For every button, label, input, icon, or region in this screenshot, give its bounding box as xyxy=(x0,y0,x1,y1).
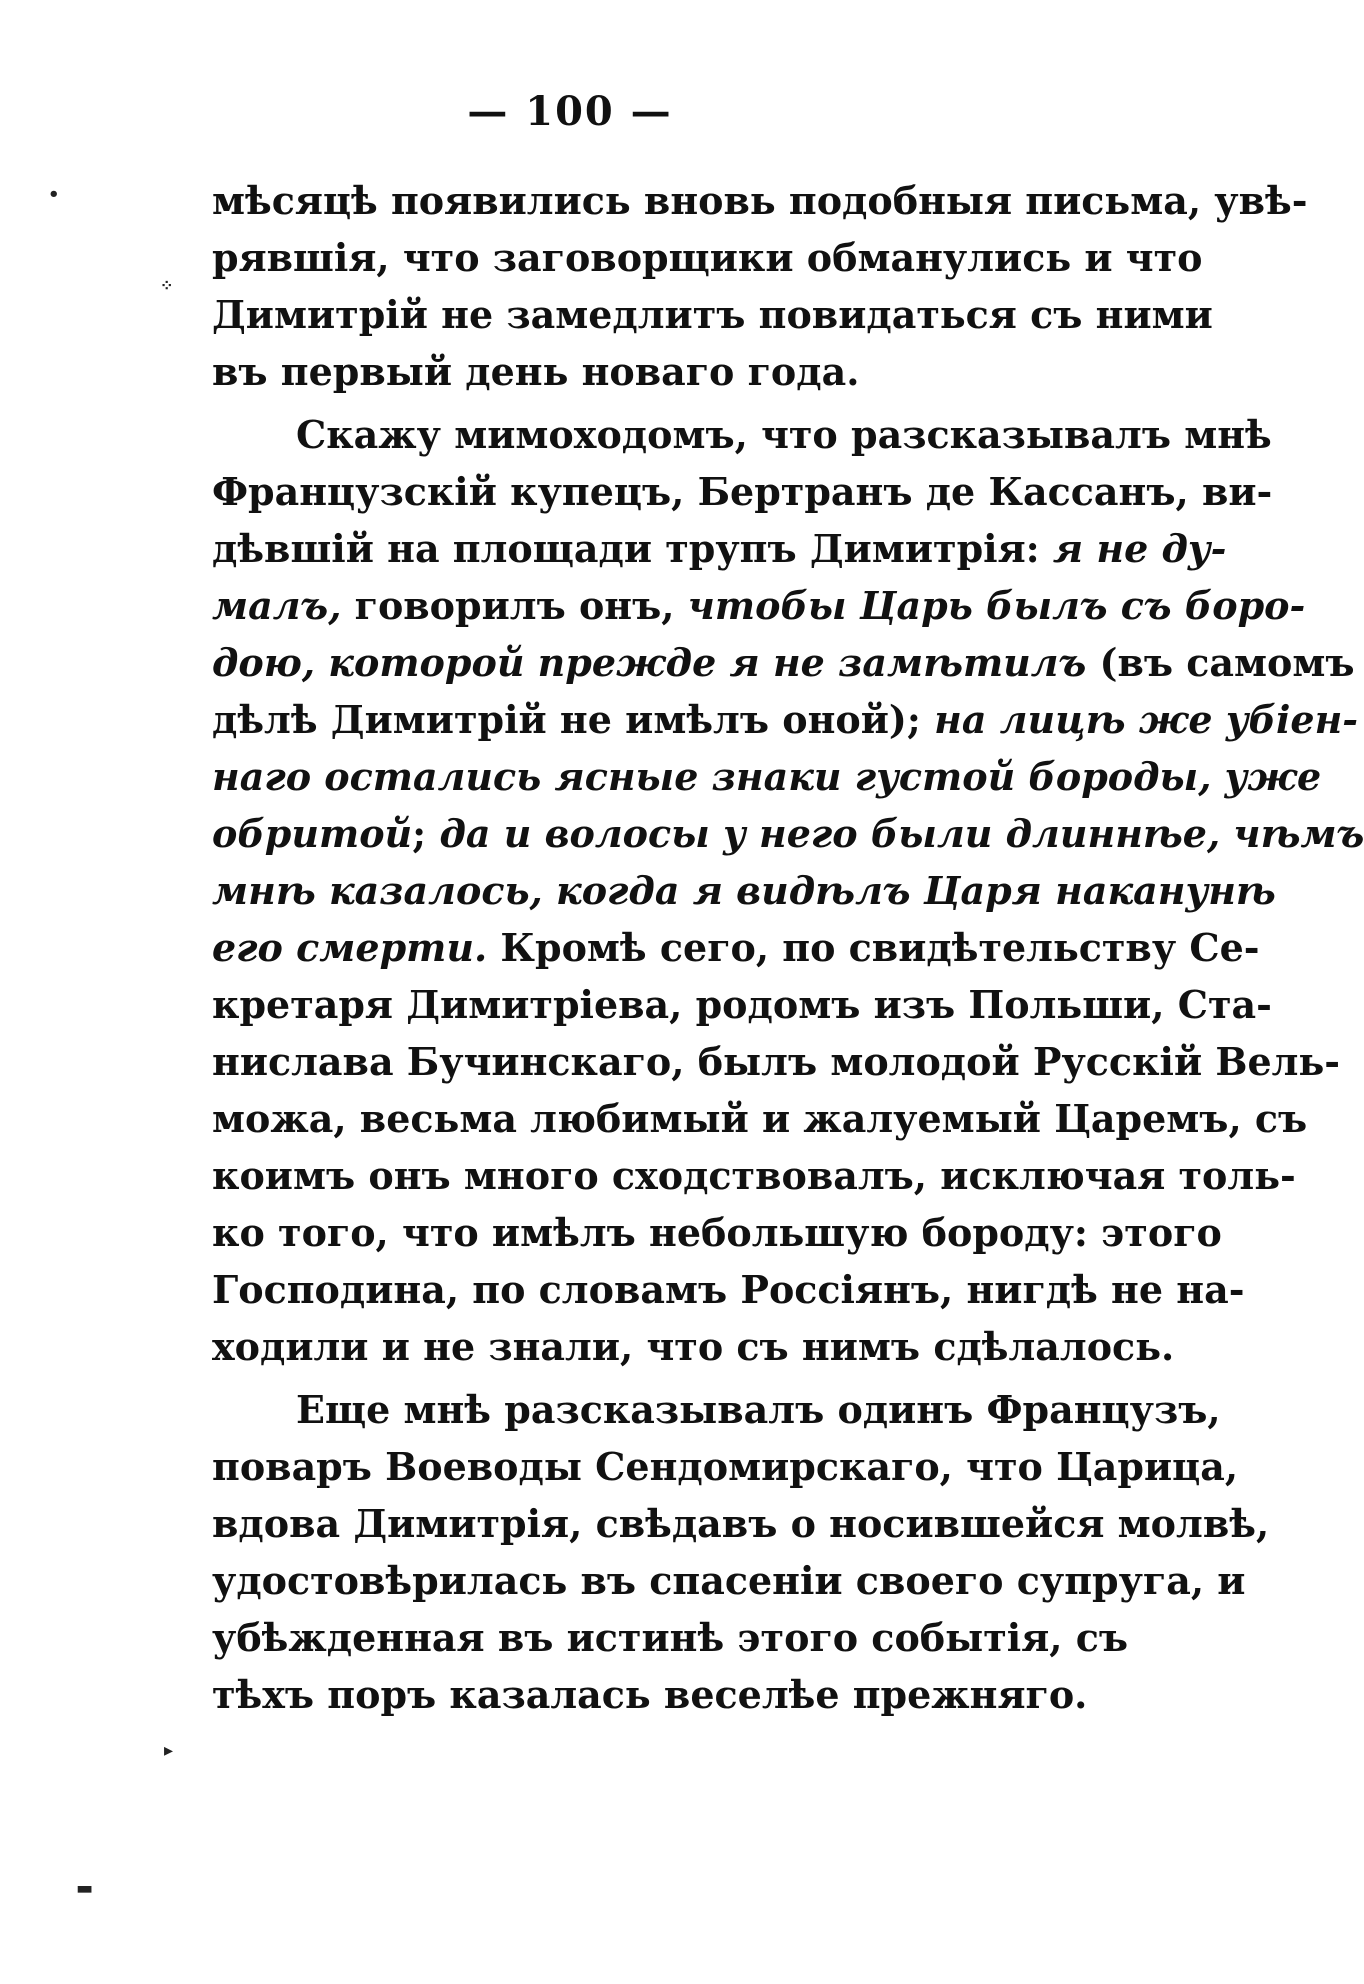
text-run: ко того, что имѣлъ небольшую бороду: этого xyxy=(212,1210,1222,1255)
text-line xyxy=(212,1318,1175,1375)
text-line xyxy=(212,406,1272,463)
ink-speck: ▸ xyxy=(164,1740,174,1761)
text-run: въ первый день новаго года. xyxy=(212,349,860,394)
italic-quote: на лицѣ же убіен- xyxy=(934,697,1359,742)
italic-quote: малъ, xyxy=(212,583,342,628)
text-run: мѣсяцѣ появились вновь подобныя письма, увѣ- xyxy=(212,178,1308,223)
italic-quote: обритой xyxy=(212,811,413,856)
text-run: Димитрій не замедлитъ повидаться съ ними xyxy=(212,292,1213,337)
text-line xyxy=(212,748,1322,805)
paragraph xyxy=(212,406,1364,1375)
text-line xyxy=(212,1495,1270,1552)
italic-quote: его смерти. xyxy=(212,925,488,970)
text-run: кретаря Димитріева, родомъ изъ Польши, Ста- xyxy=(212,982,1272,1027)
text-line xyxy=(212,286,1213,343)
text-run: говорилъ онъ, xyxy=(341,583,688,628)
text-run: Еще мнѣ разсказывалъ одинъ Французъ, xyxy=(296,1387,1221,1432)
ink-speck: ▬ xyxy=(76,1878,94,1899)
text-run: можа, весьма любимый и жалуемый Царемъ, съ xyxy=(212,1096,1308,1141)
text-run: убѣжденная въ истинѣ этого событія, съ xyxy=(212,1615,1129,1660)
body-text xyxy=(212,172,1364,1723)
text-line xyxy=(212,520,1227,577)
text-run: ходили и не знали, что съ нимъ сдѣлалось. xyxy=(212,1324,1175,1369)
text-line xyxy=(212,1147,1296,1204)
text-line xyxy=(212,1381,1221,1438)
text-line xyxy=(212,343,1072,400)
text-line xyxy=(212,463,1273,520)
text-line xyxy=(212,229,1203,286)
text-run: дѣвшій на площади трупъ Димитрія: xyxy=(212,526,1053,571)
text-line xyxy=(212,1090,1308,1147)
page-number: — 100 — xyxy=(467,88,673,135)
ink-speck: ⁘ xyxy=(160,276,174,295)
text-run: Господина, по словамъ Россіянъ, нигдѣ не на- xyxy=(212,1267,1245,1312)
text-line xyxy=(212,1609,1129,1666)
paragraph xyxy=(212,172,1308,400)
ink-speck: • xyxy=(48,184,60,205)
italic-quote: чтобы Царь былъ съ боро- xyxy=(687,583,1306,628)
paragraph xyxy=(212,1381,1270,1723)
text-run: рявшія, что заговорщики обманулись и что xyxy=(212,235,1203,280)
text-line xyxy=(212,1666,1088,1723)
text-run: Скажу мимоходомъ, что разсказывалъ мнѣ xyxy=(296,412,1272,457)
text-run: вдова Димитрія, свѣдавъ о носившейся молвѣ, xyxy=(212,1501,1270,1546)
text-run: ; xyxy=(412,811,440,856)
italic-quote: дою, которой прежде я не замѣтилъ xyxy=(212,640,1087,685)
text-run: Кромѣ сего, по свидѣтельству Се- xyxy=(487,925,1260,970)
text-line xyxy=(212,1552,1246,1609)
text-line xyxy=(212,634,1355,691)
text-line xyxy=(212,805,1364,862)
text-run: коимъ онъ много сходствовалъ, исключая толь- xyxy=(212,1153,1296,1198)
text-line xyxy=(212,976,1272,1033)
text-line xyxy=(212,1033,1341,1090)
text-run: нислава Бучинскаго, былъ молодой Русскій Вель- xyxy=(212,1039,1341,1084)
text-line xyxy=(212,919,1260,976)
italic-quote: да и волосы у него были длиннѣе, чѣмъ xyxy=(439,811,1364,856)
text-run: (въ самомъ xyxy=(1086,640,1355,685)
text-line xyxy=(212,691,1359,748)
text-line xyxy=(212,1261,1245,1318)
text-run: поваръ Воеводы Сендомирскаго, что Царица, xyxy=(212,1444,1239,1489)
italic-quote: мнѣ казалось, когда я видѣлъ Царя наканунѣ xyxy=(212,868,1276,913)
text-run: дѣлѣ Димитрій не имѣлъ оной); xyxy=(212,697,935,742)
text-line xyxy=(212,172,1308,229)
text-line xyxy=(212,1438,1239,1495)
italic-quote: наго остались ясные знаки густой бороды, уже xyxy=(212,754,1322,799)
text-run: удостовѣрилась въ спасеніи своего супруга, и xyxy=(212,1558,1246,1603)
text-line xyxy=(212,1204,1222,1261)
text-line xyxy=(212,577,1306,634)
italic-quote: я не ду- xyxy=(1052,526,1227,571)
text-run: Французскій купецъ, Бертранъ де Кассанъ, ви- xyxy=(212,469,1273,514)
text-line xyxy=(212,862,1276,919)
text-run: тѣхъ поръ казалась веселѣе прежняго. xyxy=(212,1672,1088,1717)
